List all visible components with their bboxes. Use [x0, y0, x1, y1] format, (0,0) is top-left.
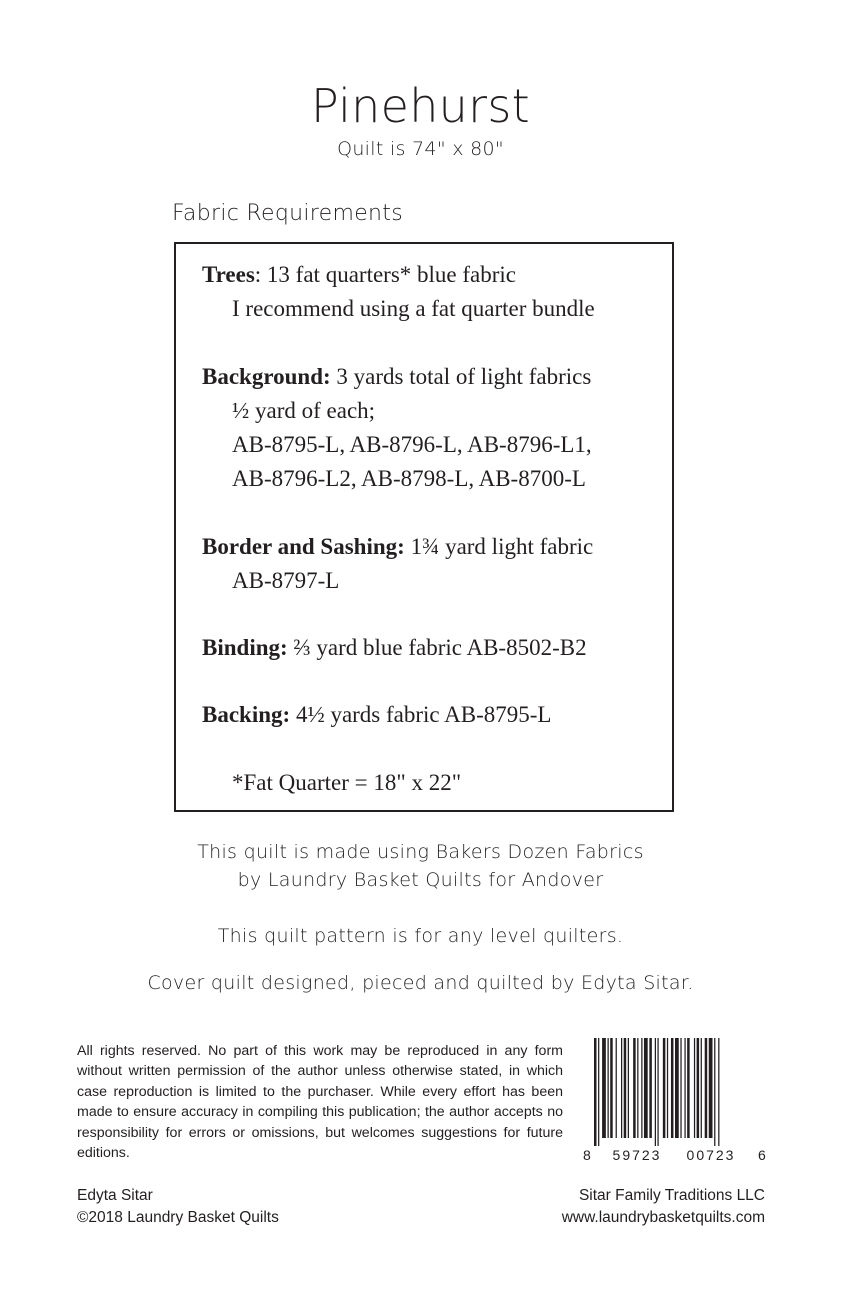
company-name: Sitar Family Traditions LLC [578, 1187, 765, 1204]
background-line-2: AB-8795-L, AB-8796-L, AB-8796-L1, [232, 432, 592, 457]
barcode-digit-first: 8 [583, 1147, 591, 1163]
fabrics-note [0, 838, 841, 894]
quilt-size: Quilt is 74" x 80" [337, 138, 504, 160]
fat-quarter-footnote: *Fat Quarter = 18" x 22" [232, 770, 462, 795]
skill-level-note: This quilt pattern is for any level quilters. [217, 925, 624, 947]
backing-label: Backing: [202, 702, 291, 727]
border-label: Border and Sashing: [202, 534, 405, 559]
copyright: ©2018 Laundry Basket Quilts [77, 1209, 279, 1226]
barcode-group-right: 00723 [686, 1147, 736, 1163]
barcode-digit-last: 6 [758, 1147, 766, 1163]
backing-text: 4½ yards fabric AB-8795-L [290, 702, 552, 727]
trees-label: Trees [202, 262, 255, 287]
binding-requirement [202, 631, 587, 665]
fabric-requirements-heading: Fabric Requirements [172, 201, 403, 226]
page-title: Pinehurst [311, 79, 530, 133]
fabrics-note-line-1: This quilt is made using Bakers Dozen Fabrics [197, 841, 644, 863]
background-requirement [202, 360, 592, 496]
binding-text: ⅔ yard blue fabric AB-8502-B2 [287, 635, 587, 660]
barcode [580, 1036, 770, 1166]
background-line-1: ½ yard of each; [232, 398, 376, 423]
border-text: 1¾ yard light fabric [404, 534, 594, 559]
barcode-bars [594, 1038, 719, 1146]
backing-requirement [202, 698, 551, 732]
fabrics-note-line-2: by Laundry Basket Quilts for Andover [237, 869, 604, 891]
border-requirement [202, 530, 593, 598]
binding-label: Binding: [202, 635, 288, 660]
designer-note: Cover quilt designed, pieced and quilted by Edyta Sitar. [147, 972, 694, 994]
border-line-1: AB-8797-L [232, 568, 340, 593]
trees-text: : 13 fat quarters* blue fabric [254, 262, 516, 287]
rights-statement: All rights reserved. No part of this work may be reproduced in any form without written permission of the author unless otherwise stated, in which case reproduction is limited to the purchaser. While every effort has been made to ensure accuracy in compiling this publication; the author accepts no responsibility for errors or omissions, but welcomes suggestions for future editions. [77, 1043, 563, 1162]
barcode-group-left: 59723 [612, 1147, 662, 1163]
background-label: Background: [202, 364, 331, 389]
author-name: Edyta Sitar [77, 1187, 153, 1204]
fabric-requirements-box [174, 242, 674, 812]
background-text: 3 yards total of light fabrics [330, 364, 592, 389]
website-link[interactable]: www.laundrybasketquilts.com [561, 1209, 765, 1226]
trees-note: I recommend using a fat quarter bundle [232, 296, 595, 321]
trees-requirement [202, 258, 595, 326]
background-line-3: AB-8796-L2, AB-8798-L, AB-8700-L [232, 466, 586, 491]
